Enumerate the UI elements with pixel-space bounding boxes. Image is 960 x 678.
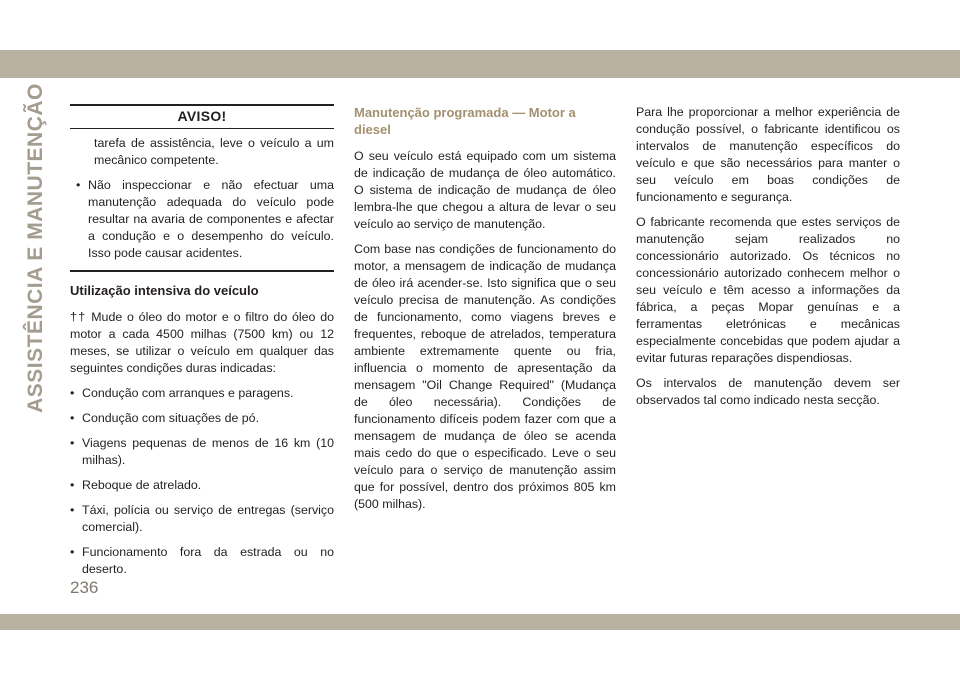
bullet-icon: • bbox=[70, 386, 75, 400]
list-item: • Táxi, polícia ou serviço de entregas (serviço comercial). bbox=[70, 503, 334, 534]
heavy-use-intro: †† Mude o óleo do motor e o filtro do óleo do motor a cada 4500 milhas (7500 km) ou 12 meses, se utilizar o veículo em qualquer das seguintes condições duras indicadas: bbox=[70, 310, 334, 375]
list-item: • Condução com arranques e paragens. bbox=[70, 386, 294, 400]
column-2 bbox=[354, 104, 616, 521]
footer-band bbox=[0, 614, 960, 630]
paragraph: Para lhe proporcionar a melhor experiência de condução possível, o fabricante identificou os intervalos de manutenção específicos do veículo e que são necessários para manter o seu veículo em boas condições de funcionamento e segurança. bbox=[636, 105, 900, 204]
list-item: • Condução com situações de pó. bbox=[70, 411, 260, 425]
diesel-maintenance-heading: Manutenção programada — Motor a diesel bbox=[354, 105, 576, 137]
bullet-icon: • bbox=[70, 503, 75, 517]
bullet-icon: • bbox=[70, 478, 75, 492]
warning-continuation: tarefa de assistência, leve o veículo a um mecânico competente. bbox=[94, 136, 334, 167]
warning-bullet: • Não inspeccionar e não efectuar uma manutenção adequada do veículo pode resultar na avaria de componentes e afectar a condução e o desempenho do veículo. Isso pode causar acidentes. bbox=[76, 178, 334, 260]
paragraph: Com base nas condições de funcionamento do motor, a mensagem de indicação de mudança de óleo irá acender-se. Isto significa que o seu veículo precisa de manutenção. As condições de funcionamento, como viagens breves e frequentes, reboque de atrelados, temperatura ambiente extremamente quente ou fria, influencia o momento de apresentação da mensagem "Oil Change Required" (Mudança de óleo necessária). Condições de funcionamento difíceis podem fazer com que a mensagem de mudança de óleo se acenda mais cedo do que o especificado. Leve o seu veículo para o serviço de manutenção assim que for possível, dentro dos próximos 805 km (500 milhas). bbox=[354, 242, 616, 511]
list-item: • Reboque de atrelado. bbox=[70, 478, 202, 492]
bullet-icon: • bbox=[70, 436, 75, 450]
paragraph: O seu veículo está equipado com um sistema de indicação de mudança de óleo automático. O sistema de indicação de mudança de óleo lembra-lhe que chegou a altura de levar o seu veículo ao serviço de manutenção. bbox=[354, 149, 616, 231]
warning-box bbox=[70, 104, 334, 272]
paragraph: O fabricante recomenda que estes serviços de manutenção sejam realizados no concessionário autorizado. Os técnicos no concessionário autorizado conhecem melhor o seu veículo e têm acesso a informações da fábrica, a peças Mopar genuínas e a ferramentas eletrónicas e mecânicas especialmente concebidas que podem ajudar a evitar futuras reparações dispendiosas. bbox=[636, 215, 900, 365]
bullet-icon: • bbox=[76, 178, 81, 192]
list-item: • Viagens pequenas de menos de 16 km (10 milhas). bbox=[70, 436, 334, 467]
section-tab-label: ASSISTÊNCIA E MANUTENÇÃO bbox=[24, 83, 47, 413]
header-band bbox=[0, 50, 960, 78]
bullet-icon: • bbox=[70, 545, 75, 559]
heavy-use-heading: Utilização intensiva do veículo bbox=[70, 283, 259, 298]
column-1 bbox=[70, 104, 334, 586]
warning-body bbox=[70, 135, 334, 262]
list-item: • Funcionamento fora da estrada ou no deserto. bbox=[70, 545, 334, 576]
page-number: 236 bbox=[70, 578, 99, 597]
bullet-icon: • bbox=[70, 411, 75, 425]
warning-title: AVISO! bbox=[70, 104, 334, 129]
column-3 bbox=[636, 104, 900, 417]
section-side-tab bbox=[22, 83, 50, 413]
paragraph: Os intervalos de manutenção devem ser observados tal como indicado nesta secção. bbox=[636, 376, 900, 407]
